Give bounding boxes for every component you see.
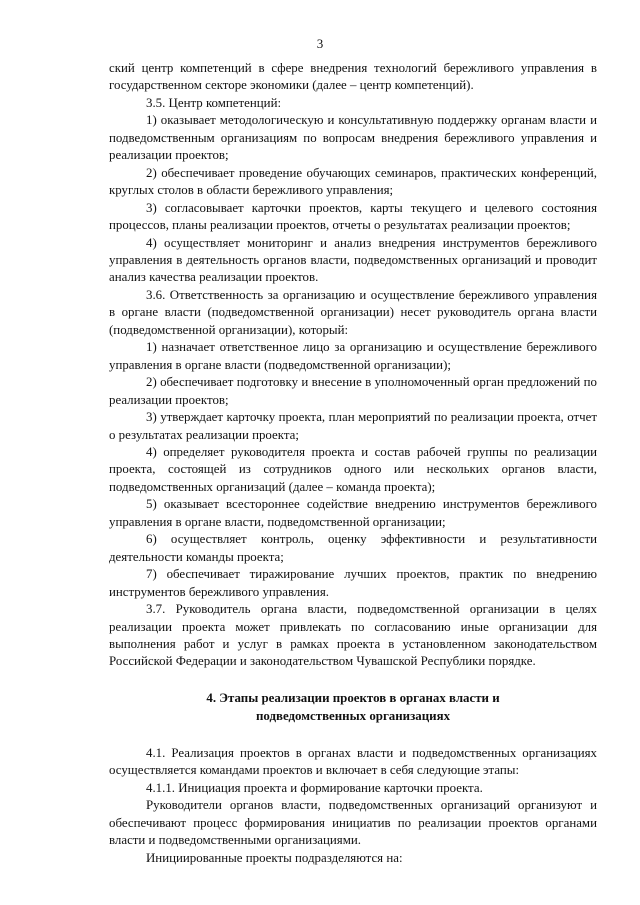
paragraph: 1) оказывает методологическую и консультативную поддержку органам власти и подведомственным организациям по вопросам внедрения бережливого управления и реализации проектов; bbox=[109, 113, 597, 163]
page-number: 3 bbox=[316, 36, 324, 51]
paragraph: 3.6. Ответственность за организацию и осуществление бережливого управления в органе власти (подведомственной организации) несет руководитель органа власти (подведомственной организации), который: bbox=[109, 287, 597, 337]
paragraph: Инициированные проекты подразделяются на: bbox=[146, 850, 403, 865]
paragraph: 3) утверждает карточку проекта, план мероприятий по реализации проекта, отчет о результатах реализации проекта; bbox=[109, 410, 597, 442]
paragraph: 3.5. Центр компетенций: bbox=[146, 95, 282, 110]
paragraph: 3) согласовывает карточки проектов, карты текущего и целевого состояния процессов, планы реализации проектов, отчеты о результатах реализации проектов; bbox=[109, 200, 597, 233]
paragraph: 2) обеспечивает проведение обучающих семинаров, практических конференций, круглых столов в области бережливого управления; bbox=[109, 165, 597, 198]
paragraph: 1) назначает ответственное лицо за организацию и осуществление бережливого управления в органе власти (подведомственной организации); bbox=[109, 340, 597, 372]
paragraph: Руководители органов власти, подведомственных организаций организуют и обеспечивают процесс формирования инициатив по реализации проектов органами власти и подведомственными организациями. bbox=[109, 798, 597, 848]
paragraph: 4.1. Реализация проектов в органах власти и подведомственных организациях осуществляется командами проектов и включает в себя следующие этапы: bbox=[109, 745, 597, 778]
paragraph: 4.1.1. Инициация проекта и формирование карточки проекта. bbox=[146, 780, 483, 795]
paragraph: 4) осуществляет мониторинг и анализ внедрения инструментов бережливого управления в деятельность органов власти, подведомственных организаций и проводит анализ качества реализации проектов. bbox=[109, 235, 597, 285]
paragraph: 3.7. Руководитель органа власти, подведомственной организации в целях реализации проекта может привлекать по согласованию иные организации для выполнения работ и услуг в рамках проекта в установленном законодательством Российской Федерации и законодательством Чувашской Республики порядке. bbox=[109, 602, 597, 669]
paragraph: 4) определяет руководителя проекта и состав рабочей группы по реализации проекта, состоящей из сотрудников одного или нескольких органов власти, подведомственных организаций (далее – команда проекта); bbox=[109, 444, 597, 494]
section-heading bbox=[109, 689, 597, 725]
paragraph: 6) осуществляет контроль, оценку эффективности и результативности деятельности команды проекта; bbox=[109, 532, 597, 564]
paragraph: 7) обеспечивает тиражирование лучших проектов, практик по внедрению инструментов бережливого управления. bbox=[109, 567, 597, 599]
paragraph: 5) оказывает всестороннее содействие внедрению инструментов бережливого управления в органе власти, подведомственной организации; bbox=[109, 497, 597, 529]
paragraph: ский центр компетенций в сфере внедрения технологий бережливого управления в государственном секторе экономики (далее – центр компетенций). bbox=[109, 61, 597, 93]
section-heading-line-1: 4. Этапы реализации проектов в органах власти и bbox=[206, 690, 500, 705]
document-body bbox=[109, 60, 597, 867]
paragraph: 2) обеспечивает подготовку и внесение в уполномоченный орган предложений по реализации проектов; bbox=[109, 375, 597, 407]
section-heading-line-2: подведомственных организациях bbox=[255, 708, 451, 723]
